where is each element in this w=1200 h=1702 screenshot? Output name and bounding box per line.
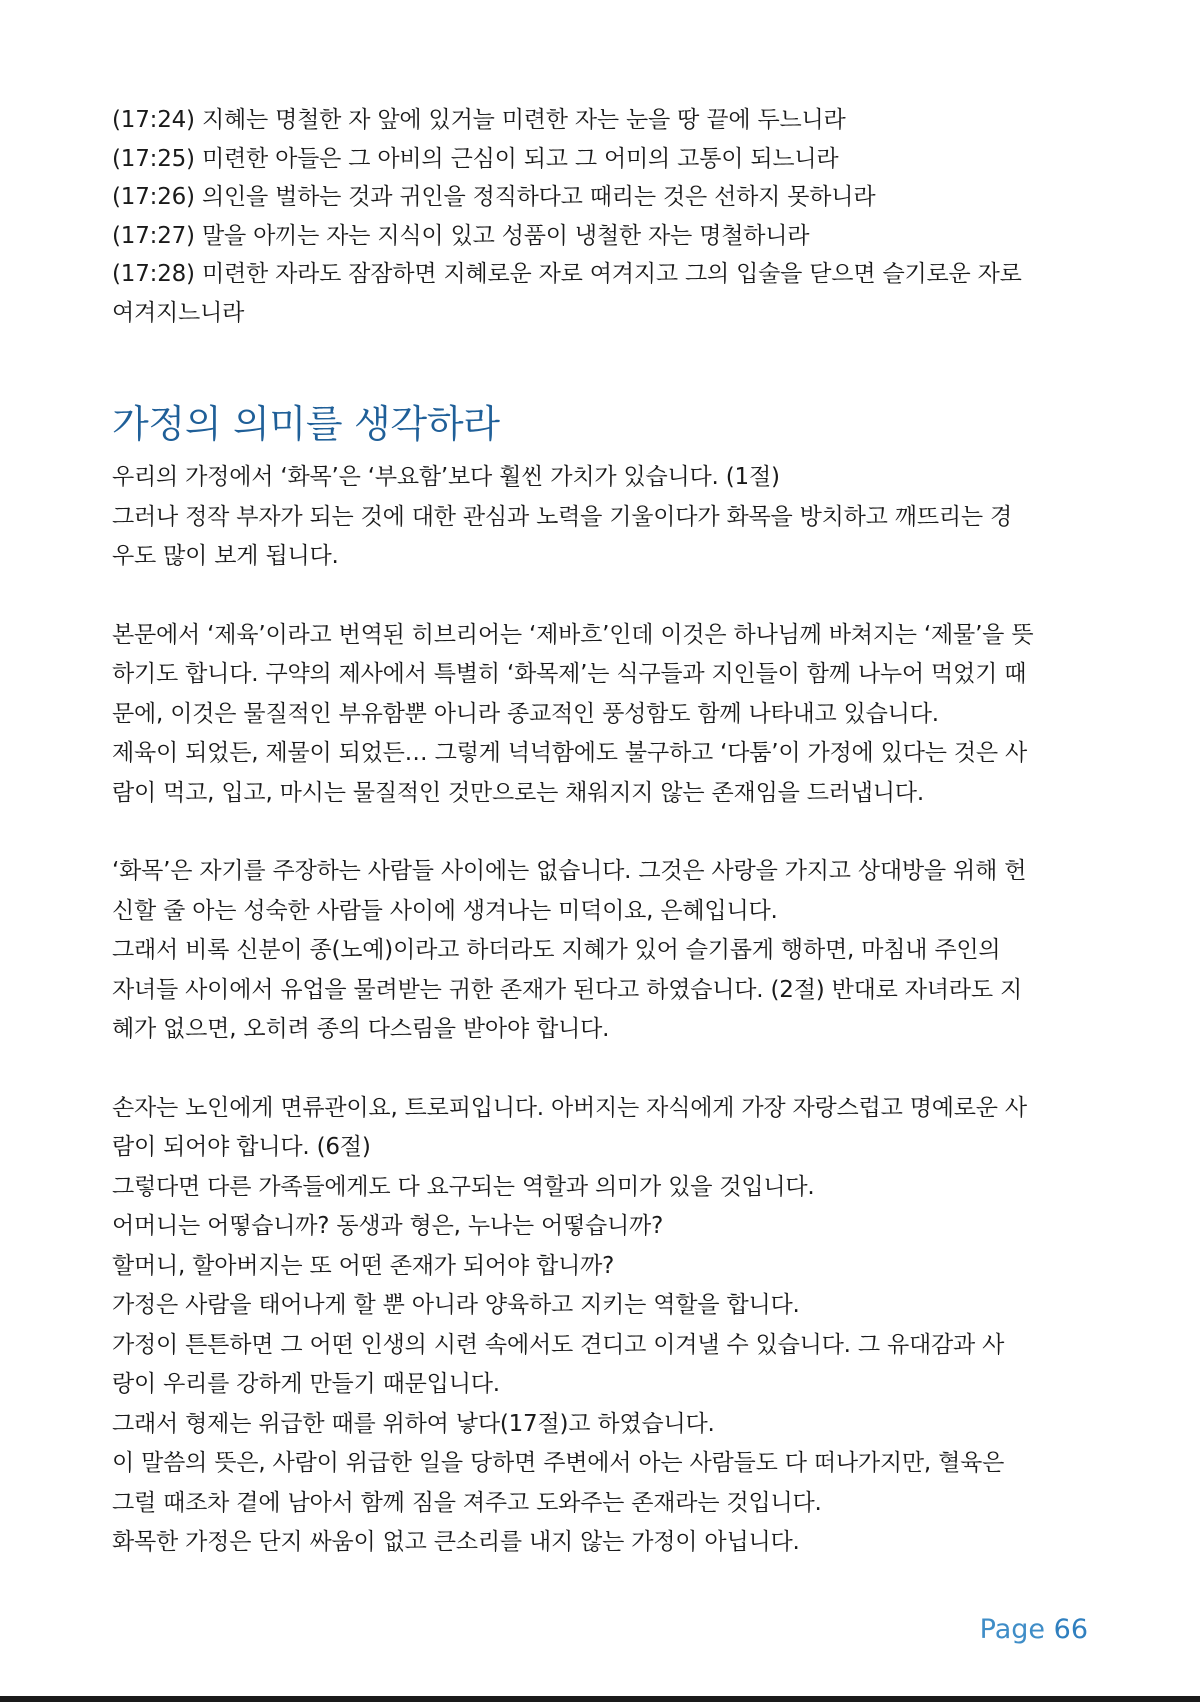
text-line: 가정은 사람을 태어나게 할 뿐 아니라 양육하고 지키는 역할을 합니다.	[112, 1292, 800, 1318]
text-line: 제육이 되었든, 제물이 되었든… 그렇게 넉넉함에도 불구하고 ‘다툼’이 가정에 있다는 것은 사	[112, 740, 1028, 766]
text-line: 그래서 비록 신분이 종(노예)이라고 하더라도 지혜가 있어 슬기롭게 행하면, 마침내 주인의	[112, 937, 1001, 963]
text-line: 그렇다면 다른 가족들에게도 다 요구되는 역할과 의미가 있을 것입니다.	[112, 1173, 815, 1200]
text-line: 신할 줄 아는 성숙한 사람들 사이에 생겨나는 미덕이요, 은혜입니다.	[112, 897, 778, 924]
paragraph	[112, 852, 1090, 1050]
text-line: 어머니는 어떻습니까? 동생과 형은, 누나는 어떻습니까?	[112, 1213, 664, 1239]
page-number	[980, 1612, 1088, 1648]
text-line: 이 말씀의 뜻은, 사람이 위급한 일을 당하면 주변에서 아는 사람들도 다 떠나가지만, 혈육은	[112, 1450, 1005, 1476]
text-line: 그럴 때조차 곁에 남아서 함께 짐을 져주고 도와주는 존재라는 것입니다.	[112, 1489, 822, 1516]
text-line: 할머니, 할아버지는 또 어떤 존재가 되어야 합니까?	[112, 1252, 615, 1279]
verse-line: (17:26) 의인을 벌하는 것과 귀인을 정직하다고 때리는 것은 선하지 못하니라	[112, 184, 876, 210]
paragraph	[112, 1089, 1090, 1563]
footer-divider	[0, 1696, 1200, 1702]
text-line: 본문에서 ‘제육’이라고 번역된 히브리어는 ‘제바흐’인데 이것은 하나님께 바쳐지는 ‘제물’을 뜻	[112, 621, 1034, 648]
verse-line: 여겨지느니라	[112, 299, 245, 326]
verse-line: (17:28) 미련한 자라도 잠잠하면 지혜로운 자로 여겨지고 그의 입술을 닫으면 슬기로운 자로	[112, 261, 1022, 287]
verse-block	[112, 101, 1090, 332]
paragraph	[112, 616, 1090, 814]
text-line: 그러나 정작 부자가 되는 것에 대한 관심과 노력을 기울이다가 화목을 방치하고 깨뜨리는 경	[112, 503, 1012, 530]
text-line: 랑이 우리를 강하게 만들기 때문입니다.	[112, 1371, 500, 1397]
verse-line: (17:25) 미련한 아들은 그 아비의 근심이 되고 그 어미의 고통이 되느니라	[112, 145, 839, 172]
text-line: 우도 많이 보게 됩니다.	[112, 543, 339, 569]
verse-line: (17:24) 지혜는 명철한 자 앞에 있거늘 미련한 자는 눈을 땅 끝에 두느니라	[112, 107, 846, 133]
page-content	[112, 101, 1090, 1563]
text-line: 하기도 합니다. 구약의 제사에서 특별히 ‘화목제’는 식구들과 지인들이 함께 나누어 먹었기 때	[112, 661, 1027, 687]
text-line: 화목한 가정은 단지 싸움이 없고 큰소리를 내지 않는 가정이 아닙니다.	[112, 1529, 800, 1555]
verse-line: (17:27) 말을 아끼는 자는 지식이 있고 성품이 냉철한 자는 명철하니라	[112, 222, 810, 249]
text-line: 우리의 가정에서 ‘화목’은 ‘부요함’보다 훨씬 가치가 있습니다. (1절)	[112, 464, 780, 490]
page-label: Page	[979, 1614, 1046, 1645]
paragraph	[112, 458, 1090, 577]
text-line: 혜가 없으면, 오히려 종의 다스림을 받아야 합니다.	[112, 1016, 610, 1042]
text-line: 그래서 형제는 위급한 때를 위하여 낳다(17절)고 하였습니다.	[112, 1410, 715, 1437]
text-line: 람이 되어야 합니다. (6절)	[112, 1134, 371, 1160]
section-title: 가정의 의미를 생각하라	[112, 402, 500, 446]
page-number-value: 66	[1053, 1614, 1088, 1645]
text-line: 자녀들 사이에서 유업을 물려받는 귀한 존재가 된다고 하였습니다. (2절) 반대로 자녀라도 지	[112, 976, 1022, 1003]
text-line: 가정이 튼튼하면 그 어떤 인생의 시련 속에서도 견디고 이겨낼 수 있습니다. 그 유대감과 사	[112, 1331, 1005, 1358]
text-line: 람이 먹고, 입고, 마시는 물질적인 것만으로는 채워지지 않는 존재임을 드러냅니다.	[112, 779, 924, 806]
text-line: ‘화목’은 자기를 주장하는 사람들 사이에는 없습니다. 그것은 사랑을 가지고 상대방을 위해 헌	[112, 858, 1027, 884]
text-line: 문에, 이것은 물질적인 부유함뿐 아니라 종교적인 풍성함도 함께 나타내고 있습니다.	[112, 700, 939, 727]
body-text	[112, 458, 1090, 1563]
text-line: 손자는 노인에게 면류관이요, 트로피입니다. 아버지는 자식에게 가장 자랑스럽고 명예로운 사	[112, 1094, 1027, 1121]
